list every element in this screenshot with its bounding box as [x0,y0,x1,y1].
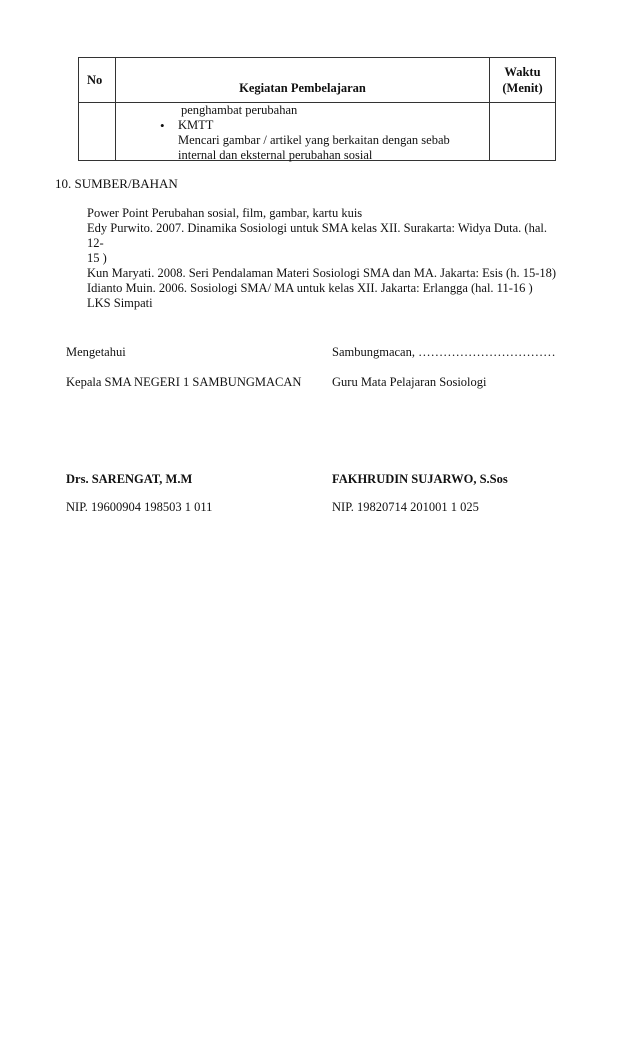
cell-no [79,103,116,161]
left-label: Mengetahui [66,345,126,359]
cell-waktu [490,103,556,161]
reference-item: Power Point Perubahan sosial, film, gambar, kartu kuis [87,206,363,220]
kegiatan-line: internal dan eksternal perubahan sosial [178,148,373,162]
right-signer-name: FAKHRUDIN SUJARWO, S.Sos [332,472,508,486]
right-nip: NIP. 19820714 201001 1 025 [332,500,479,514]
cell-kegiatan [116,103,490,161]
bullet-icon: • [160,118,165,133]
reference-item: Edy Purwito. 2007. Dinamika Sosiologi untuk SMA kelas XII. Surakarta: Widya Duta. (hal. 12- [87,221,547,250]
table-row [79,103,556,161]
kegiatan-line: Mencari gambar / artikel yang berkaitan dengan sebab [178,133,450,147]
col-header-waktu-line2: (Menit) [502,81,543,95]
right-label: Sambungmacan, …………………………… [332,345,556,359]
reference-item: 15 ) [87,251,107,265]
section-heading: 10. SUMBER/BAHAN [55,176,178,191]
table-header-row [79,58,556,103]
activity-table [78,57,556,161]
left-role: Kepala SMA NEGERI 1 SAMBUNGMACAN [66,375,302,389]
left-signer-name: Drs. SARENGAT, M.M [66,472,193,486]
col-header-no: No [79,58,116,103]
left-nip: NIP. 19600904 198503 1 011 [66,500,213,514]
reference-item: Idianto Muin. 2006. Sosiologi SMA/ MA untuk kelas XII. Jakarta: Erlangga (hal. 11-16 ) [87,281,533,295]
col-header-waktu-line1: Waktu [504,65,541,79]
reference-item: Kun Maryati. 2008. Seri Pendalaman Materi Sosiologi SMA dan MA. Jakarta: Esis (h. 15-18) [87,266,557,280]
kegiatan-line: penghambat perubahan [181,103,298,117]
col-header-kegiatan: Kegiatan Pembelajaran [116,58,490,103]
reference-list [87,206,565,311]
kegiatan-text [178,103,488,163]
right-role: Guru Mata Pelajaran Sosiologi [332,375,487,389]
kegiatan-bullet-label: KMTT [178,118,214,132]
reference-item: LKS Simpati [87,296,153,310]
col-header-waktu [490,58,556,103]
